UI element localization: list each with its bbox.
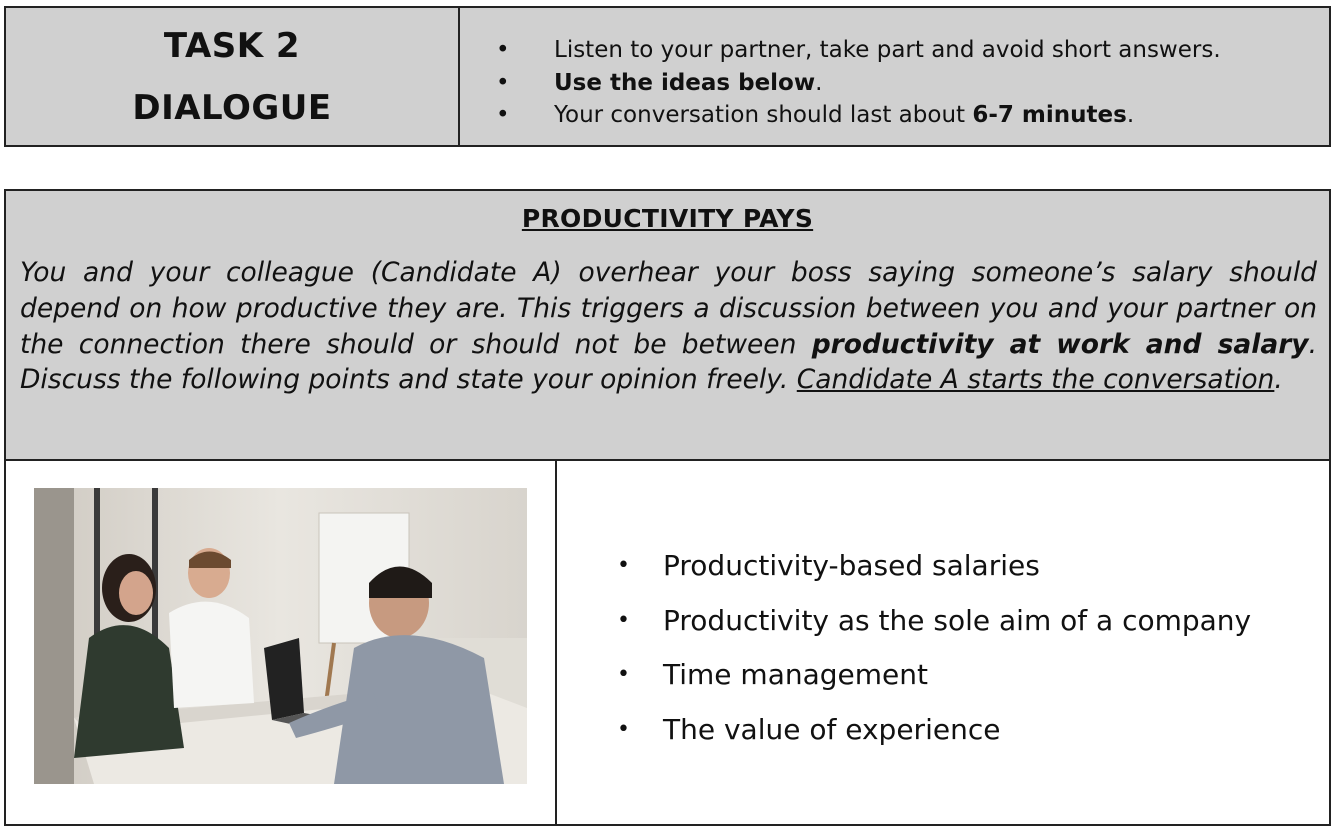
idea-text: The value of experience [663,712,1001,746]
idea-item [557,539,1329,594]
bullet-icon: • [496,102,510,128]
instruction-text [554,99,1134,132]
topic-text: You and your colleague (Candidate A) overhear your boss saying someone’s salary should depend on how productive they are. This triggers a discussion between you and your partner on the connection there should or should not be between [20,257,1317,360]
topic-text: . Discuss the following points and state your opinion freely. [20,328,1317,396]
idea-item [557,648,1329,703]
topic-text: . [1274,364,1283,396]
instruction-text [554,67,822,100]
office-meeting-photo [34,488,527,784]
ideas-section [4,459,1331,826]
instruction-bold: 6-7 minutes [972,102,1127,128]
bullet-icon: • [617,607,630,633]
topic-paragraph [20,255,1317,398]
instructions-list [460,8,1329,145]
bullet-icon: • [496,37,510,63]
bullet-icon: • [617,553,630,578]
instruction-item [496,99,1309,132]
task-title-cell [6,8,460,145]
idea-text: Productivity as the sole aim of a company [663,603,1252,637]
ideas-list [557,461,1329,824]
topic-heading: PRODUCTIVITY PAYS [521,204,814,233]
idea-text: Productivity-based salaries [663,549,1040,582]
idea-item [557,703,1329,758]
instruction-bold: Use the ideas below [554,69,816,96]
instruction-before: Your conversation should last about [554,102,973,128]
instruction-after: . [815,69,823,96]
instruction-after: . [1126,102,1135,128]
bullet-icon: • [617,716,630,742]
bullet-icon: • [496,69,510,96]
bullet-icon: • [617,662,630,687]
topic-bold-text: productivity at work and salary [811,328,1309,360]
task-type: DIALOGUE [132,87,332,128]
instruction-text: Listen to your partner, take part and avoid short answers. [554,37,1221,63]
photo-cell [6,461,557,824]
topic-box [4,189,1331,461]
task-number: TASK 2 [163,25,301,66]
idea-item [557,594,1329,649]
idea-text: Time management [663,658,928,691]
topic-underlined-text: Candidate A starts the conversation [796,364,1275,396]
instruction-item [496,67,1309,100]
instruction-item [496,34,1309,67]
task-header-box [4,6,1331,147]
